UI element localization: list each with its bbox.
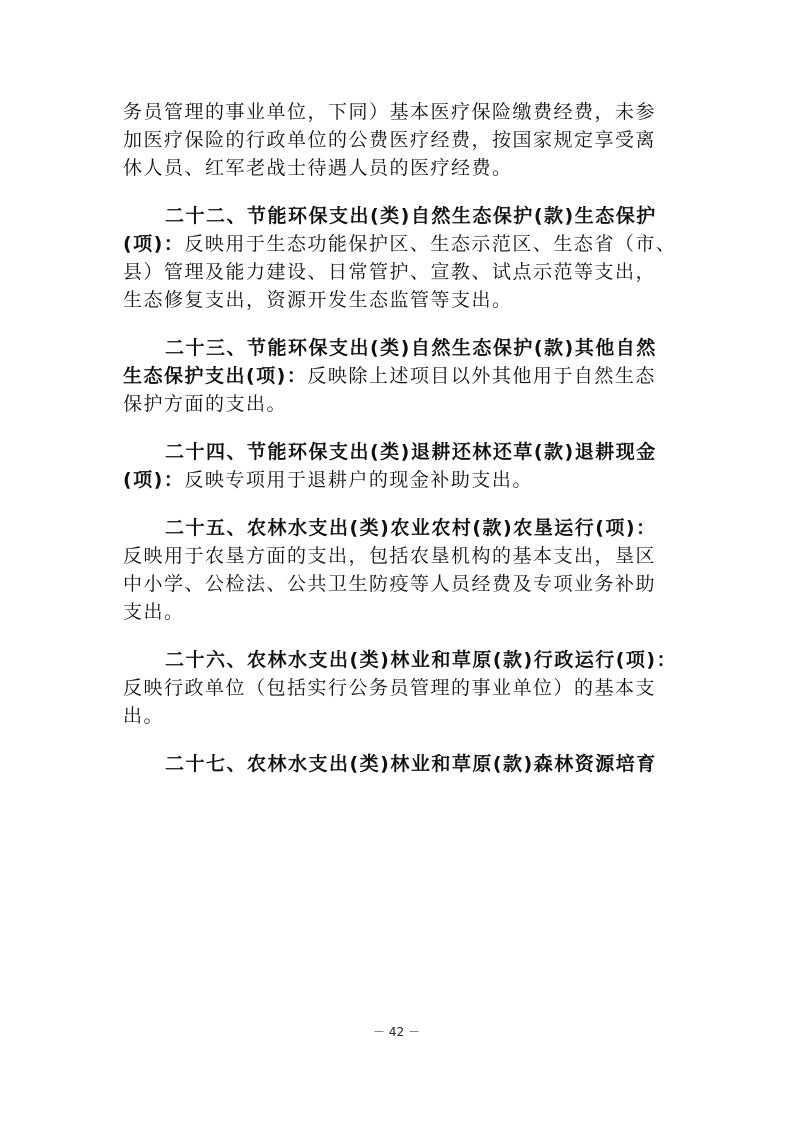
section-heading-25: 二十五、农林水支出(类)农业农村(款)农垦运行(项)：	[165, 517, 657, 539]
text-line: 生态保护支出(项)：反映除上述项目以外其他用于自然生态	[123, 365, 656, 387]
page-body	[123, 98, 678, 778]
text-line: 中小学、公检法、公共卫生防疫等人员经费及专项业务补助	[123, 573, 657, 595]
text-line: 务员管理的事业单位，下同）基本医疗保险缴费经费，未参	[123, 101, 657, 123]
page-number: － 42 －	[373, 1025, 420, 1039]
section-heading-27: 二十七、农林水支出(类)林业和草原(款)森林资源培育	[165, 753, 657, 775]
text-line: 反映行政单位（包括实行公务员管理的事业单位）的基本支	[123, 677, 657, 699]
text-line: (项)：反映专项用于退耕户的现金补助支出。	[123, 469, 533, 491]
text-line: 反映用于农垦方面的支出，包括农垦机构的基本支出，垦区	[123, 545, 657, 567]
text-line: (项)：反映用于生态功能保护区、生态示范区、生态省（市、	[123, 233, 677, 255]
section-heading-23: 二十三、节能环保支出(类)自然生态保护(款)其他自然	[165, 337, 657, 359]
section-heading-22: 二十二、节能环保支出(类)自然生态保护(款)生态保护	[165, 205, 657, 227]
text-line: 支出。	[123, 601, 185, 623]
text-line: 生态修复支出，资源开发生态监管等支出。	[123, 289, 513, 311]
text-line: 县）管理及能力建设、日常管护、宣教、试点示范等支出，	[123, 261, 657, 283]
text-line: 加医疗保险的行政单位的公费医疗经费，按国家规定享受离	[123, 129, 657, 151]
text-line: 出。	[123, 705, 165, 727]
section-heading-26: 二十六、农林水支出(类)林业和草原(款)行政运行(项)：	[165, 649, 678, 671]
text-line: 休人员、红军老战士待遇人员的医疗经费。	[123, 157, 513, 179]
section-heading-24: 二十四、节能环保支出(类)退耕还林还草(款)退耕现金	[165, 441, 657, 463]
text-line: 保护方面的支出。	[123, 393, 288, 415]
